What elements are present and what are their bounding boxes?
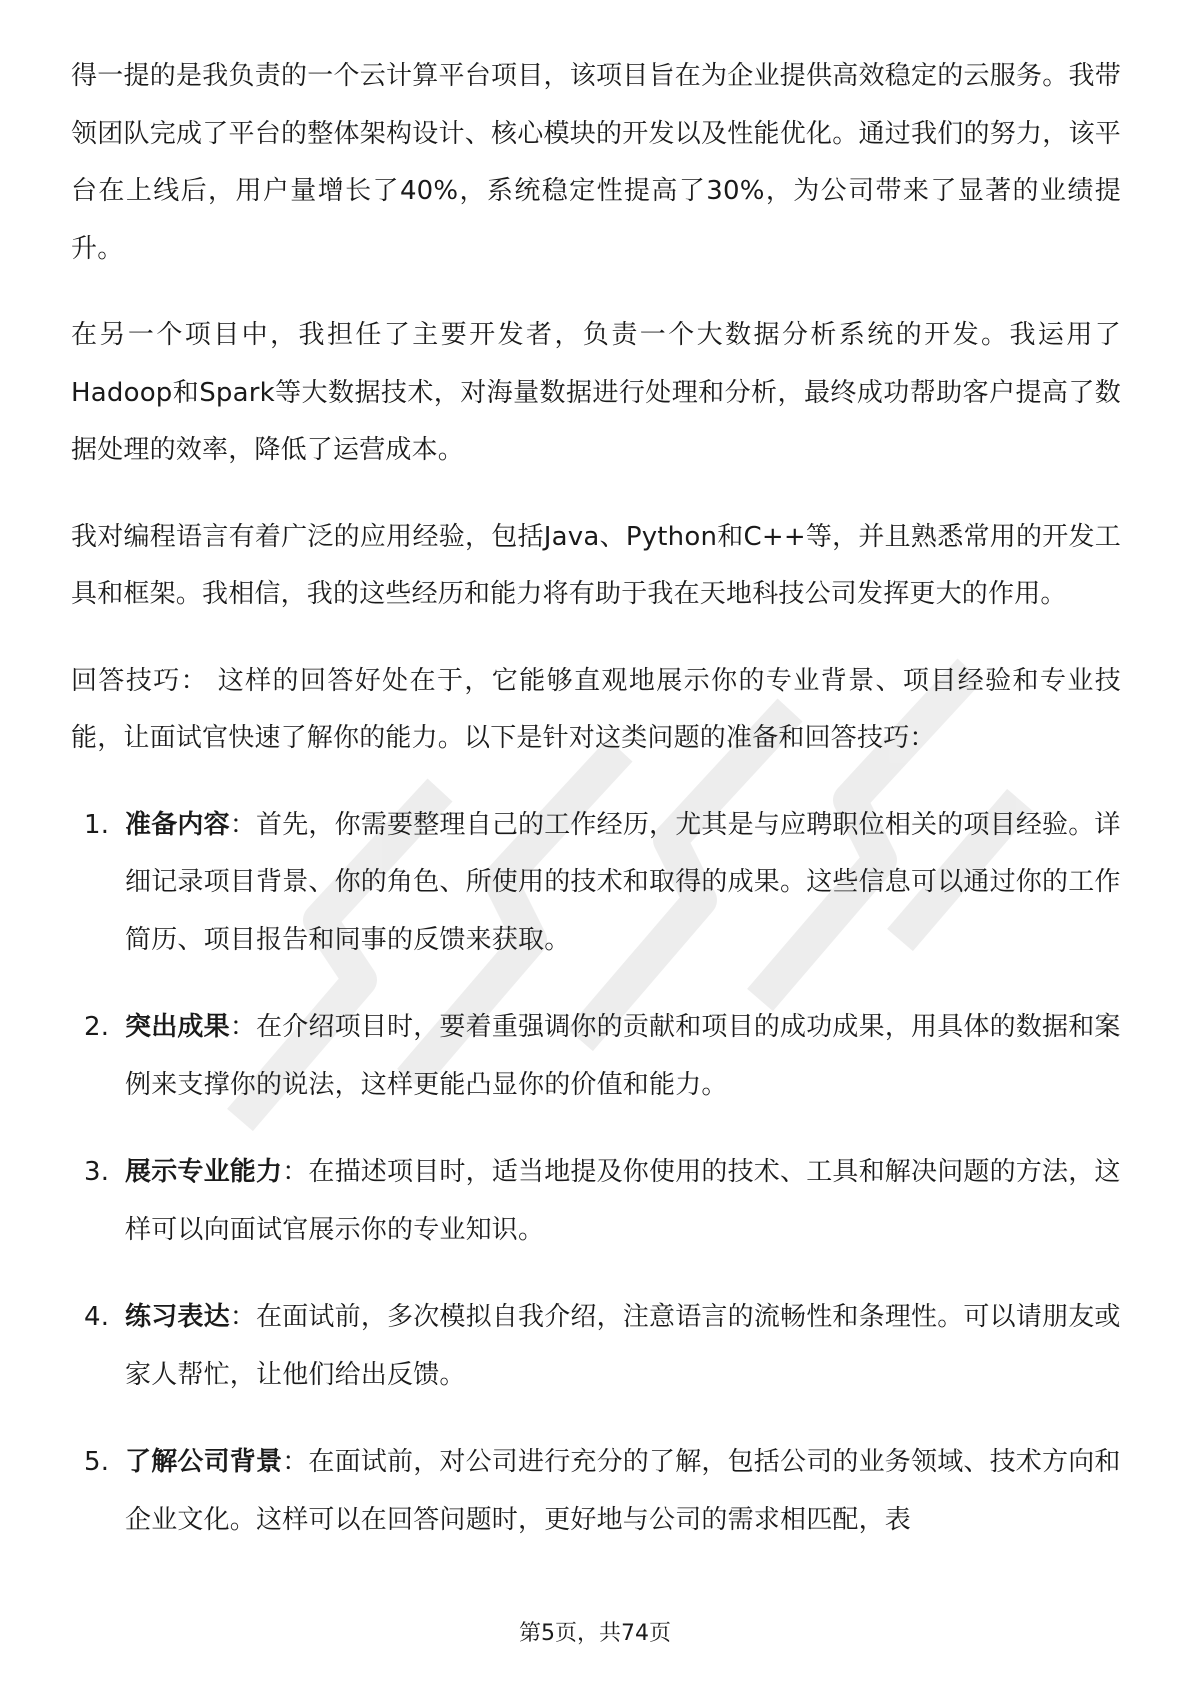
page-number-footer: 第5页，共74页: [519, 1621, 671, 1646]
list-number: 4.: [84, 1302, 110, 1332]
list-item: [71, 1434, 1121, 1549]
tip-title: 准备内容: [125, 809, 230, 840]
paragraph-project-cloud: 得一提的是我负责的一个云计算平台项目，该项目旨在为企业提供高效稳定的云服务。我带领团队完成了平台的整体架构设计、核心模块的开发以及性能优化。通过我们的努力，该平台在上线后，用户量增长了40%，系统稳定性提高了30%，为公司带来了显著的业绩提升。: [71, 61, 1121, 264]
tip-text: ：在面试前，对公司进行充分的了解，包括公司的业务领域、技术方向和企业文化。这样可以在回答问题时，更好地与公司的需求相匹配，表: [125, 1447, 1121, 1535]
tip-title: 突出成果: [125, 1012, 230, 1042]
list-number: 2.: [84, 1012, 110, 1042]
paragraph-programming-skills: 我对编程语言有着广泛的应用经验，包括Java、Python和C++等，并且熟悉常用的开发工具和框架。我相信，我的这些经历和能力将有助于我在天地科技公司发挥更大的作用。: [71, 521, 1121, 609]
list-number: 3.: [84, 1157, 110, 1187]
tip-title: 了解公司背景: [125, 1447, 283, 1477]
list-item: [71, 1289, 1121, 1404]
tip-text: ：在描述项目时，适当地提及你使用的技术、工具和解决问题的方法，这样可以向面试官展示你的专业知识。: [125, 1157, 1121, 1245]
list-number: 1.: [84, 809, 110, 840]
list-number: 5.: [84, 1447, 110, 1477]
tip-title: 展示专业能力: [125, 1157, 283, 1187]
paragraph-answer-tips: 回答技巧： 这样的回答好处在于，它能够直观地展示你的专业背景、项目经验和专业技能，让面试官快速了解你的能力。以下是针对这类问题的准备和回答技巧：: [71, 665, 1121, 753]
paragraph-project-bigdata: 在另一个项目中，我担任了主要开发者，负责一个大数据分析系统的开发。我运用了Hadoop和Spark等大数据技术，对海量数据进行处理和分析，最终成功帮助客户提高了数据处理的效率，降低了运营成本。: [71, 320, 1121, 465]
tip-text: ：首先，你需要整理自己的工作经历，尤其是与应聘职位相关的项目经验。详细记录项目背景、你的角色、所使用的技术和取得的成果。这些信息可以通过你的工作简历、项目报告和同事的反馈来获取。: [125, 809, 1121, 955]
tips-list: [71, 797, 1121, 1550]
tip-title: 练习表达: [125, 1302, 230, 1332]
list-item: [71, 999, 1121, 1114]
list-item: [71, 1144, 1121, 1259]
tip-text: ：在介绍项目时，要着重强调你的贡献和项目的成功成果，用具体的数据和案例来支撑你的说法，这样更能凸显你的价值和能力。: [125, 1012, 1121, 1100]
main-content: [71, 48, 1121, 1579]
tip-text: ：在面试前，多次模拟自我介绍，注意语言的流畅性和条理性。可以请朋友或家人帮忙，让他们给出反馈。: [125, 1302, 1121, 1390]
list-item: [71, 797, 1121, 970]
